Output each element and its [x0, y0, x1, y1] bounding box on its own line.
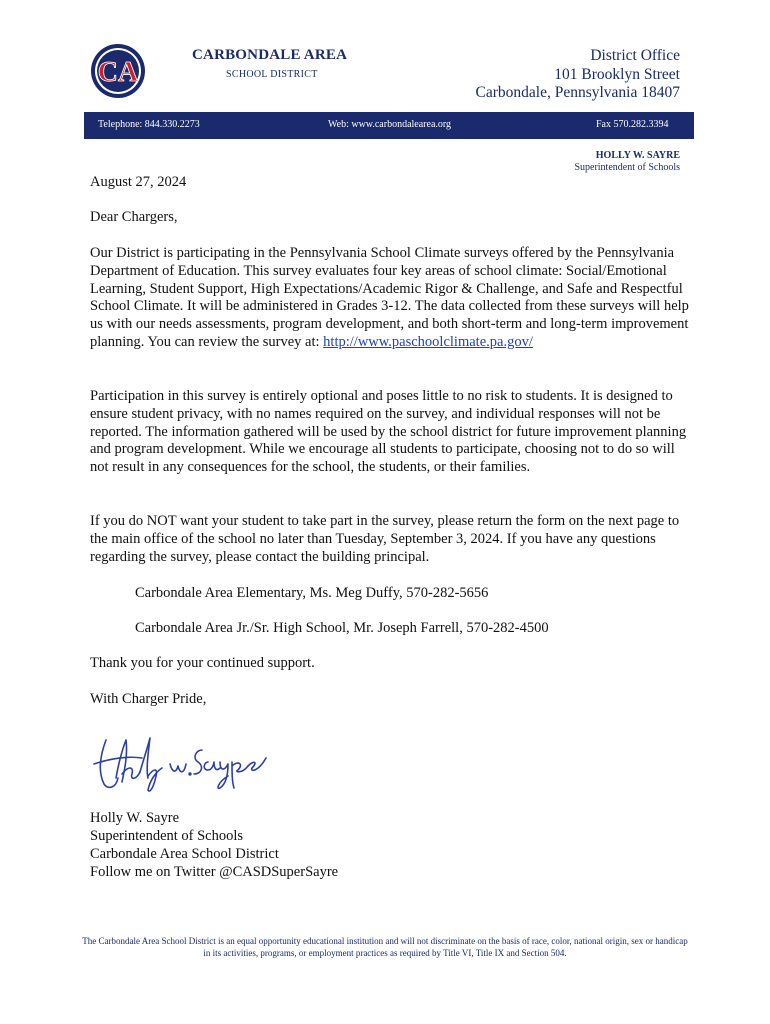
letter-date: August 27, 2024: [90, 174, 187, 190]
office-line-1: District Office: [590, 47, 680, 64]
thanks-line: Thank you for your continued support.: [90, 655, 315, 671]
district-office-address: [476, 47, 680, 103]
website-text: Web: www.carbondalearea.org: [328, 119, 452, 130]
signature-block: [90, 809, 338, 881]
sign-name: Holly W. Sayre: [90, 810, 180, 826]
district-logo-icon: [90, 43, 146, 99]
handwritten-signature: [92, 728, 272, 794]
fax-text: Fax 570.282.3394: [596, 119, 669, 130]
paragraph-2: Participation in this survey is entirely optional and poses little to no risk to students. It is designed to ensure student privacy, with no names required on the survey, and individual responses will not be reported. The information gathered will be used by the school district for future improvement planning and program development. While we encourage all students to participate, choosing not to do so will not result in any consequences for the school, the students, or their families.: [90, 388, 687, 476]
superintendent-block: [574, 150, 680, 174]
org-subtitle: SCHOOL DISTRICT: [226, 69, 318, 80]
paragraph-3: If you do NOT want your student to take part in the survey, please return the form on the next page to the main office of the school no later than Tuesday, September 3, 2024. If you have any questions regarding the survey, please contact the building principal.: [90, 513, 680, 565]
org-name: CARBONDALE AREA: [192, 47, 348, 63]
office-line-2: 101 Brooklyn Street: [554, 65, 680, 83]
survey-link[interactable]: http://www.paschoolclimate.pa.gov/: [323, 333, 533, 350]
office-line-3: Carbondale, Pennsylvania 18407: [475, 84, 680, 101]
paragraph-1: [90, 245, 690, 352]
superintendent-title: Superintendent of Schools: [574, 162, 680, 173]
sign-twitter: Follow me on Twitter @CASDSuperSayre: [90, 864, 339, 880]
contact-high-school: Carbondale Area Jr./Sr. High School, Mr. Joseph Farrell, 570-282-4500: [135, 620, 549, 636]
closing-phrase: With Charger Pride,: [90, 691, 207, 707]
sign-title: Superintendent of Schools: [90, 828, 244, 844]
equal-opportunity-footer: The Carbondale Area School District is an equal opportunity educational institution and will not discriminate on the basis of race, color, national origin, sex or handicap in its activities, programs, or employment practices as required by Title VI, Title IX and Section 504.: [82, 936, 688, 958]
logo-letters: CA: [97, 57, 139, 88]
superintendent-name: HOLLY W. SAYRE: [595, 150, 680, 161]
paragraph-1-text: Our District is participating in the Pennsylvania School Climate surveys offered by the Pennsylvania Department of Education. This survey evaluates four key areas of school climate: Social/Emotional Learning, Student Support, High Expectations/Academic Rigor & Challenge, and Safe and Respectful School Climate. It will be administered in Grades 3-12. The data collected from these surveys will help us with our needs assessments, program development, and both short-term and long-term improvement planning. You can review the survey at:: [90, 245, 689, 350]
contact-bar: [84, 112, 694, 139]
sign-org: Carbondale Area School District: [90, 846, 279, 862]
telephone-text: Telephone: 844.330.2273: [98, 119, 200, 130]
salutation: Dear Chargers,: [90, 209, 178, 225]
contact-elementary: Carbondale Area Elementary, Ms. Meg Duffy, 570-282-5656: [135, 585, 489, 601]
